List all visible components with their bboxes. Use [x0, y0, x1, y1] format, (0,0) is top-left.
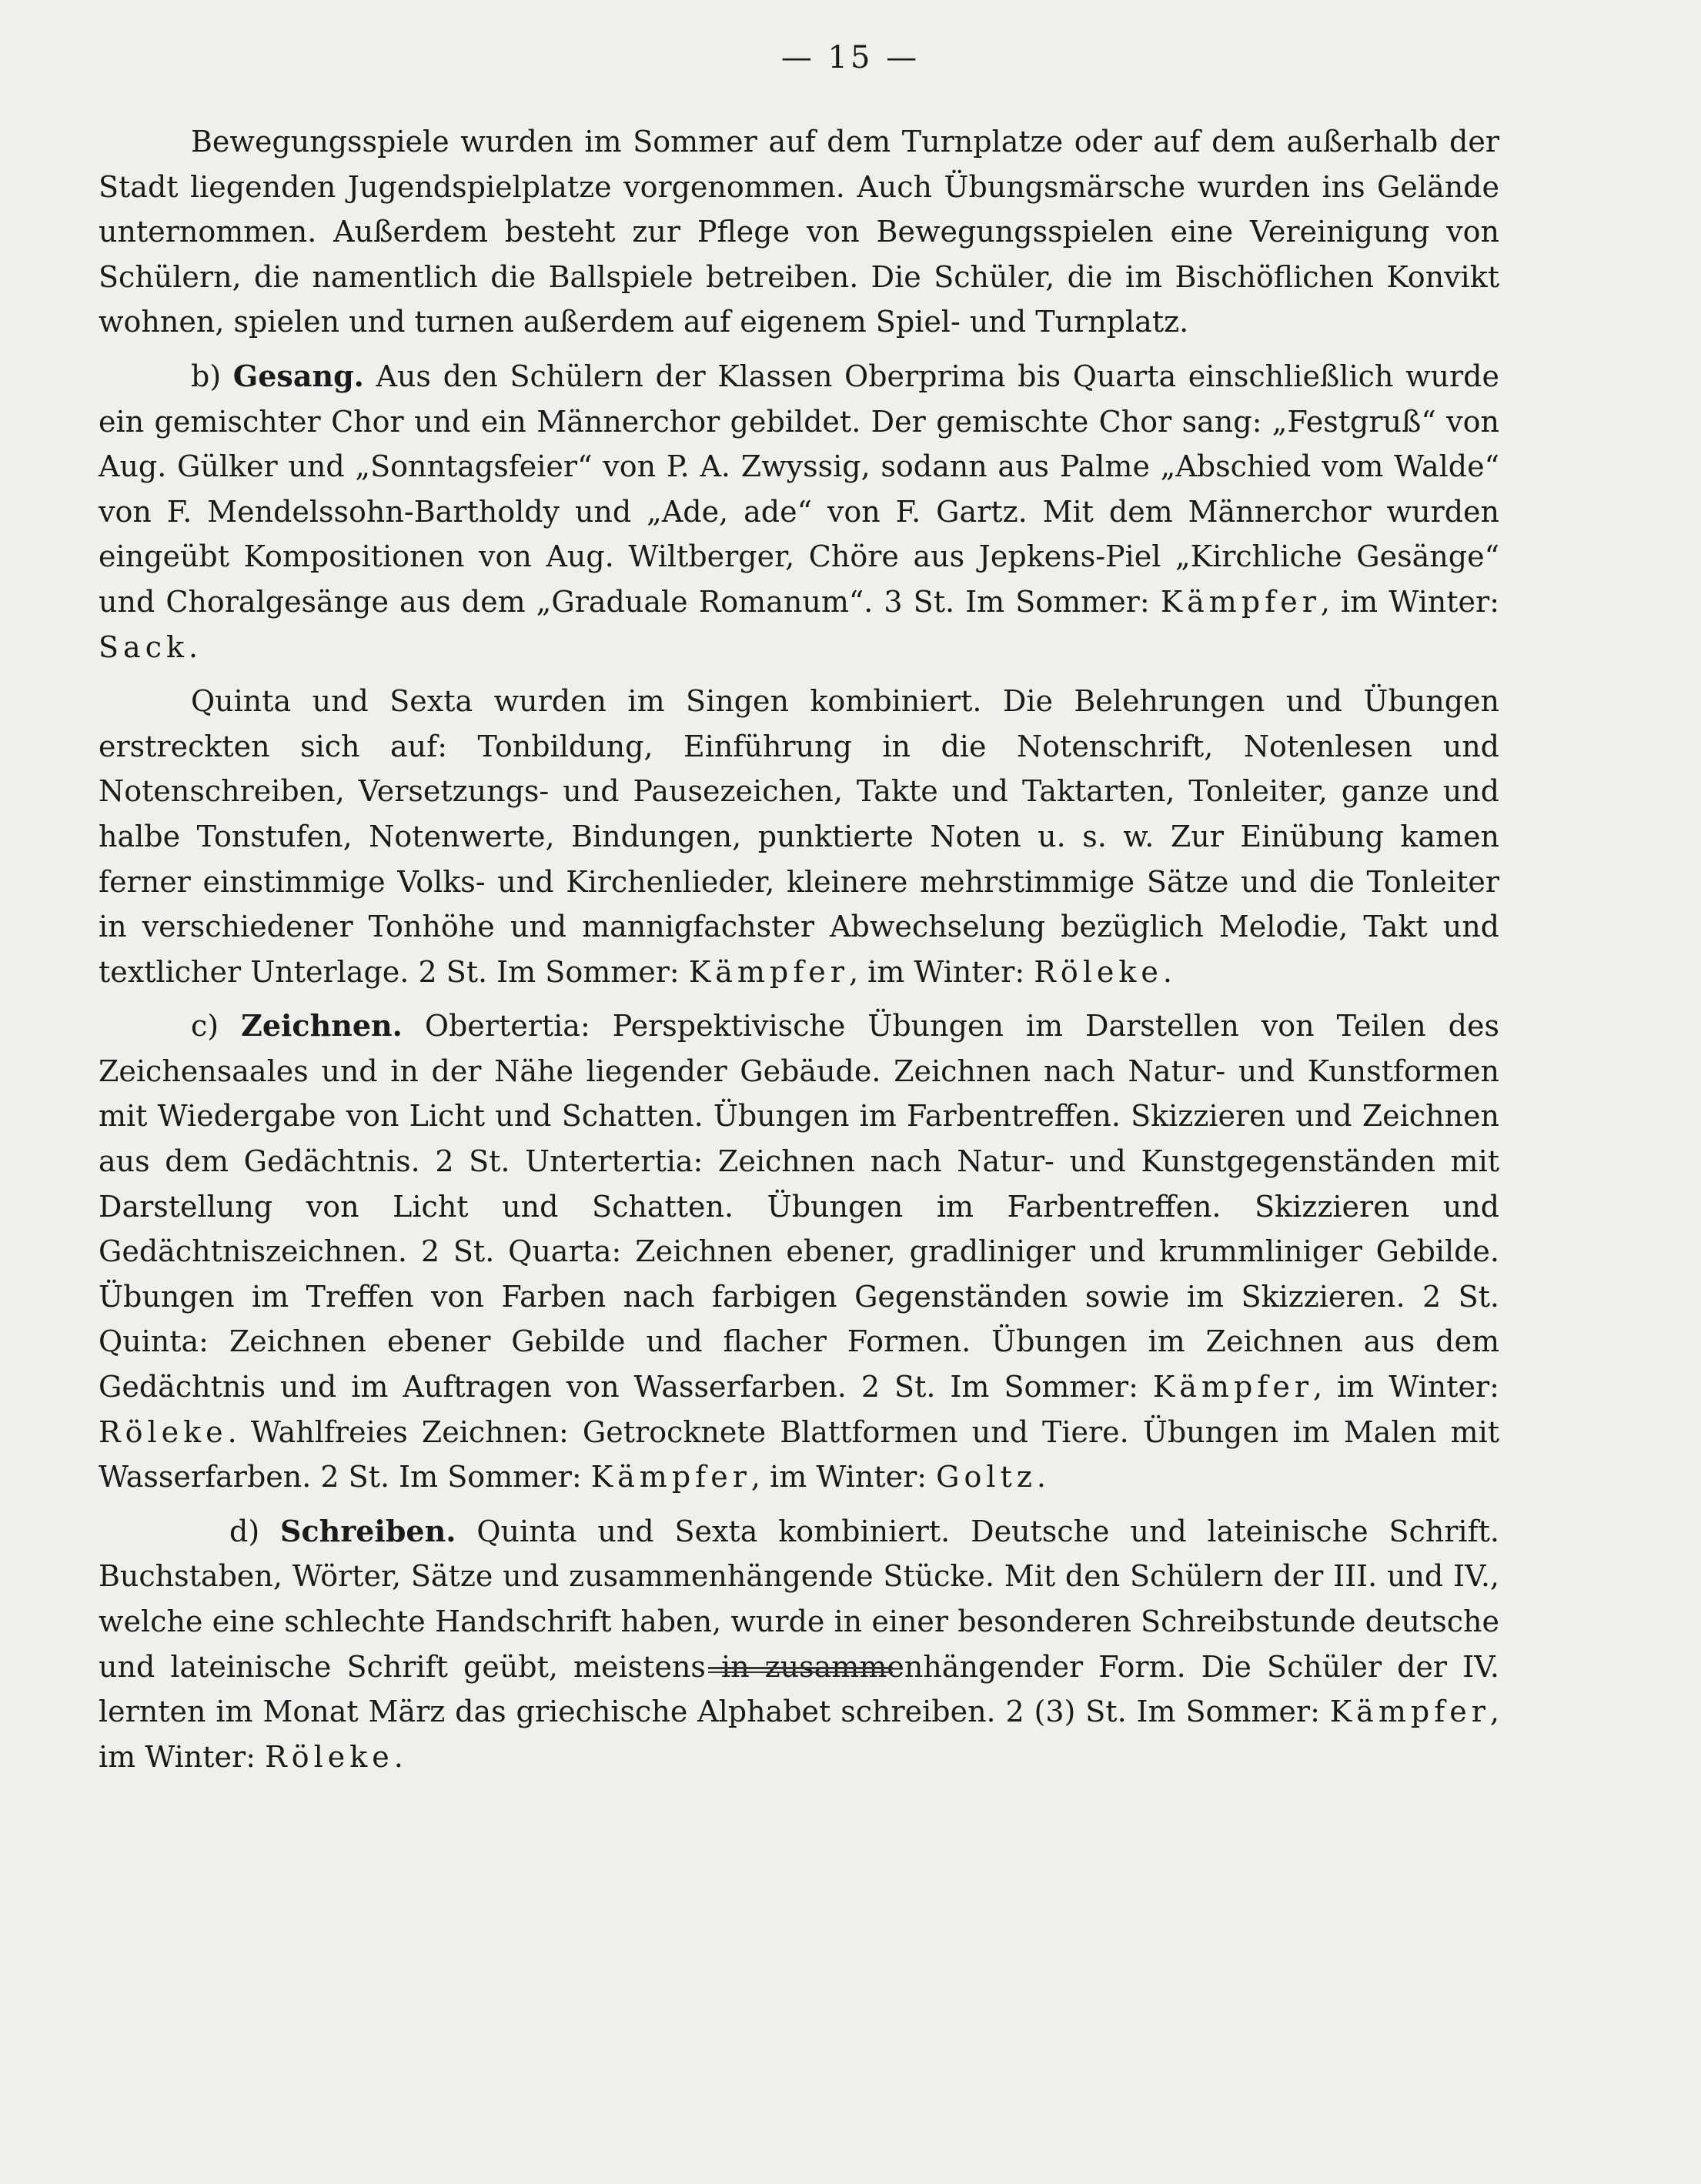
teacher-name: Kämpfer: [688, 954, 849, 989]
section-heading-writing: Schreiben.: [280, 1513, 456, 1548]
teacher-name: Kämpfer: [1329, 1695, 1490, 1729]
section-label: b): [191, 359, 222, 393]
paragraph-writing: d) Schreiben. Quinta und Sexta kombiniert. Deutsche und lateinische Schrift. Buchstaben, Wörter, Sätze und zusammenhängende Stücke. Mit den Schülern der III. und IV., welche eine schlechte Handschrift haben, wurde in einer besonderen Schreibstunde deutsche und lateinische Schrift geübt, meistens in zusammenhängender Form. Die Schüler der IV. lernten im Monat März das griechische Alphabet schreiben. 2 (3) St. Im Sommer: Kämpfer, im Winter: Röleke.: [99, 1513, 1499, 1774]
section-divider-rule: [708, 1667, 893, 1673]
section-label: d): [229, 1514, 260, 1548]
document-body: [99, 119, 1499, 1779]
paragraph-singing: b) Gesang. Aus den Schülern der Klassen Oberprima bis Quarta einschließlich wurde ein gemischter Chor und ein Männerchor gebildet. Der gemischte Chor sang: „Festgruß“ von Aug. Gülker und „Sonntagsfeier“ von P. A. Zwyssig, sodann aus Palme „Abschied vom Walde“ von F. Mendelssohn-Bartholdy und „Ade, ade“ von F. Gartz. Mit dem Männerchor wurden eingeübt Kompositionen von Aug. Wiltberger, Chöre aus Jepkens-Piel „Kirchliche Gesänge“ und Choralgesänge aus dem „Graduale Romanum“. 3 St. Im Sommer: Kämpfer, im Winter: Sack.: [99, 358, 1499, 664]
section-heading-drawing: Zeichnen.: [241, 1008, 403, 1044]
paragraph-games: Bewegungsspiele wurden im Sommer auf dem Turnplatze oder auf dem außerhalb der Stadt liegenden Jugendspielplatze vorgenommen. Auch Übungsmärsche wurden ins Gelände unternommen. Außerdem besteht zur Pflege von Bewegungsspielen eine Vereinigung von Schülern, die namentlich die Ballspiele betreiben. Die Schüler, die im Bischöflichen Konvikt wohnen, spielen und turnen außerdem auf eigenem Spiel- und Turnplatz.: [99, 125, 1499, 339]
teacher-name: Goltz: [936, 1460, 1037, 1494]
teacher-name: Röleke: [265, 1739, 394, 1774]
teacher-name: Röleke: [1034, 954, 1163, 989]
section-heading-singing: Gesang.: [232, 358, 364, 393]
teacher-name: Kämpfer: [1160, 584, 1321, 619]
teacher-name: Kämpfer: [1152, 1370, 1313, 1404]
paragraph-singing-lower: Quinta und Sexta wurden im Singen kombiniert. Die Belehrungen und Übungen erstreckten sich auf: Tonbildung, Einführung in die Notenschrift, Notenlesen und Notenschreiben, Versetzungs- und Pausezeichen, Takte und Taktarten, Tonleiter, ganze und halbe Tonstufen, Notenwerte, Bindungen, punktierte Noten u. s. w. Zur Einübung kamen ferner einstimmige Volks- und Kirchenlieder, kleinere mehrstimmige Sätze und die Tonleiter in verschiedener Tonhöhe und mannigfachster Abwechselung bezüglich Melodie, Takt und textlicher Unterlage. 2 St. Im Sommer: Kämpfer, im Winter: Röleke.: [99, 684, 1499, 989]
teacher-name: Kämpfer: [590, 1460, 751, 1494]
section-label: c): [191, 1009, 219, 1044]
paragraph-drawing: c) Zeichnen. Obertertia: Perspektivische Übungen im Darstellen von Teilen des Zeichensaales und in der Nähe liegender Gebäude. Zeichnen nach Natur- und Kunstformen mit Wiedergabe von Licht und Schatten. Übungen im Farbentreffen. Skizzieren und Zeichnen aus dem Gedächtnis. 2 St. Untertertia: Zeichnen nach Natur- und Kunstgegenständen mit Darstellung von Licht und Schatten. Übungen im Farbentreffen. Skizzieren und Gedächtniszeichnen. 2 St. Quarta: Zeichnen ebener, gradliniger und krummliniger Gebilde. Übungen im Treffen von Farben nach farbigen Gegenständen sowie im Skizzieren. 2 St. Quinta: Zeichnen ebener Gebilde und flacher Formen. Übungen im Zeichnen aus dem Gedächtnis und im Auftragen von Wasserfarben. 2 St. Im Sommer: Kämpfer, im Winter: Röleke. Wahlfreies Zeichnen: Getrocknete Blattformen und Tiere. Übungen im Malen mit Wasserfarben. 2 St. Im Sommer: Kämpfer, im Winter: Goltz.: [99, 1008, 1499, 1494]
teacher-name: Sack: [99, 629, 189, 664]
page-number: — 15 —: [780, 40, 921, 75]
teacher-name: Röleke: [99, 1414, 228, 1449]
